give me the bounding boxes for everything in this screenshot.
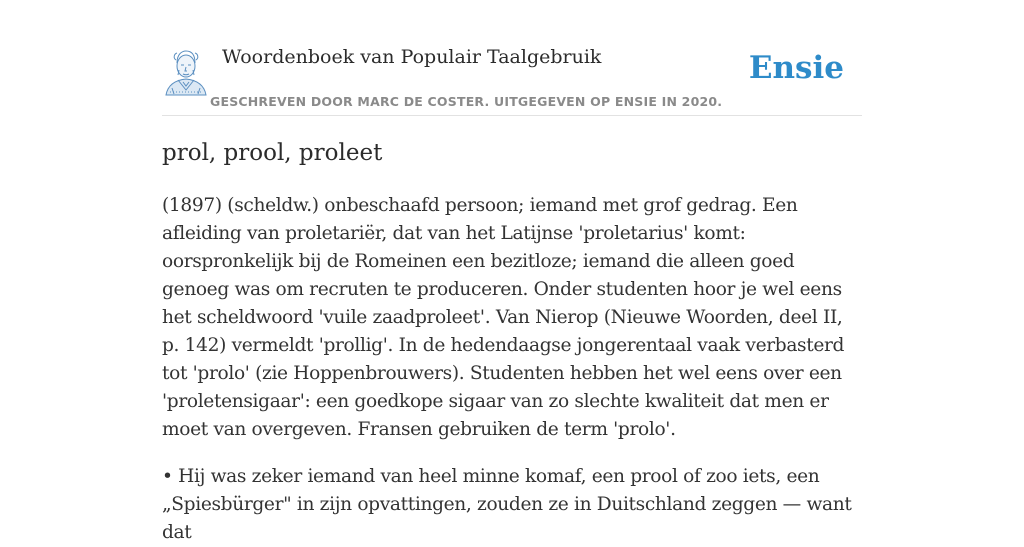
page-header [162, 40, 862, 116]
author-portrait-icon [164, 46, 208, 96]
entry-definition: (1897) (scheldw.) onbeschaafd persoon; iemand met grof gedrag. Een afleiding van proletariër, dat van het Latijnse 'proletarius' komt: oorspronkelijk bij de Romeinen een bezitloze; iemand die alleen goed genoeg was om recruten te produceren. Onder studenten hoor je wel eens het scheldwoord 'vuile zaadproleet'. Van Nierop (Nieuwe Woorden, deel II, p. 142) vermeldt 'prollig'. In de hedendaagse jongerentaal vaak verbasterd tot 'prolo' (zie Hoppenbrouwers). Studenten hebben het wel eens over een 'proletensigaar': een goedkope sigaar van zo slechte kwaliteit dat men er moet van overgeven. Fransen gebruiken de term 'prolo'. [162, 195, 845, 440]
entry-example: • Hij was zeker iemand van heel minne komaf, een prool of zoo iets, een „Spiesbürger" in zijn opvattingen, zouden ze in Duitschland zeggen — want dat [162, 466, 852, 543]
byline: GESCHREVEN DOOR MARC DE COSTER. UITGEGEVEN OP ENSIE IN 2020. [210, 94, 723, 109]
entry-title: prol, prool, proleet [162, 140, 383, 166]
book-title[interactable]: Woordenboek van Populair Taalgebruik [222, 46, 602, 68]
ensie-logo[interactable]: Ensie [748, 50, 844, 86]
